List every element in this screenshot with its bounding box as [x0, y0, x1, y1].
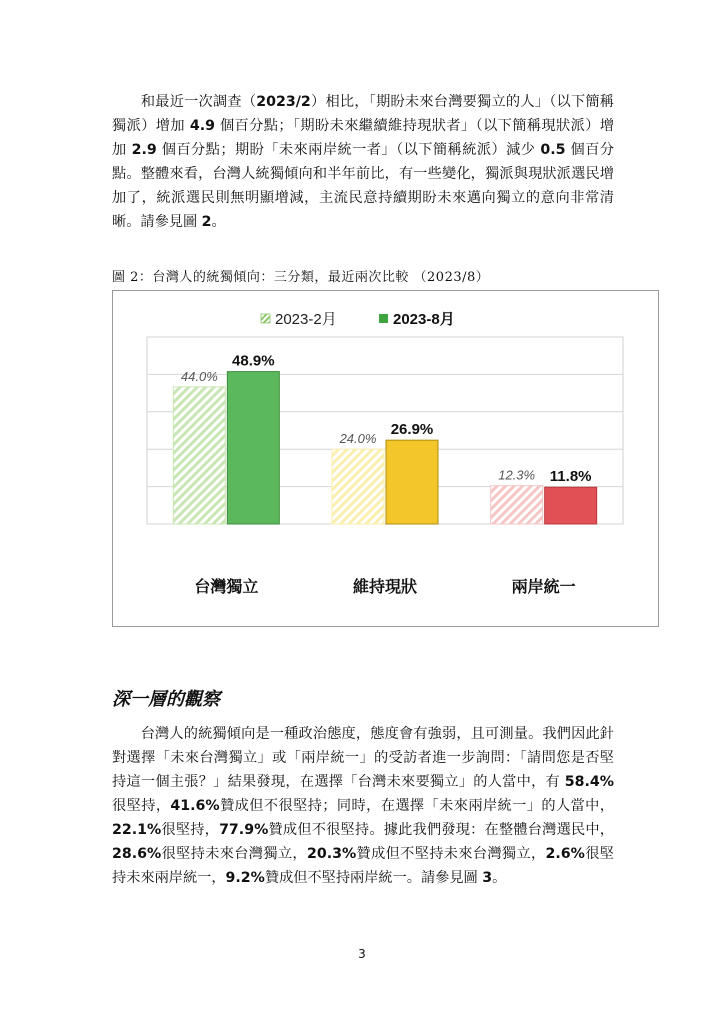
bar-feb-2 — [491, 486, 543, 524]
text-run: 贊成但不很堅持。據此我們發現：在整體台灣選民中， — [268, 822, 614, 838]
text-run: 贊成但不很堅持；同時，在選擇「未來兩岸統一」的人當中， — [219, 798, 614, 814]
legend-label-aug: 2023-8月 — [393, 311, 455, 328]
category-label: 台灣獨立 — [194, 577, 259, 596]
page-number: 3 — [358, 947, 366, 961]
bar-aug-1 — [386, 440, 438, 524]
figure-caption: 圖 2：台灣人的統獨傾向：三分類，最近兩次比較 （2023/8） — [112, 270, 490, 285]
text-run: 個百分點；「期盼未來繼續維持現狀者」（以下簡稱現狀派）增加 — [112, 118, 615, 158]
text-run: 0.5 — [540, 142, 566, 158]
text-run: 個百分點；期盼「未來兩岸統一者」（以下簡稱統派）減少 — [156, 142, 541, 158]
legend-swatch-aug — [379, 314, 388, 323]
text-run: 2023/2 — [256, 94, 311, 110]
text-run: ）相比，「期盼未來台灣要獨立的人」（以下簡稱獨派）增加 — [112, 94, 614, 134]
text-run: 2 — [201, 214, 212, 230]
text-run: 77.9% — [219, 822, 269, 838]
category-label: 兩岸統一 — [511, 577, 576, 596]
text-run: 。 — [492, 870, 507, 886]
text-run: 22.1% — [112, 822, 162, 838]
bar-chart — [113, 291, 658, 626]
text-run: 2.9 — [131, 142, 157, 158]
text-run: 贊成但不堅持未來台灣獨立， — [356, 846, 546, 862]
text-run: 很堅持， — [161, 822, 220, 838]
data-label: 11.8% — [549, 468, 592, 486]
text-run: 很堅持未來兩岸統一， — [112, 846, 614, 886]
bar-feb-1 — [332, 449, 384, 524]
text-run: 58.4% — [564, 774, 614, 790]
text-run: 4.9 — [189, 118, 216, 134]
paragraph-survey-comparison — [112, 90, 614, 234]
data-label: 48.9% — [232, 352, 275, 370]
category-label: 維持現狀 — [352, 577, 418, 596]
bar-aug-2 — [545, 487, 597, 524]
text-run: 個百分點。整體來看，台灣人統獨傾向和半年前比，有一些變化，獨派與現狀派選民增加了，統派選民則無明顯增減，主流民意持續期盼未來邁向獨立的意向非常清晰。請參見圖 — [112, 142, 615, 230]
text-run: 贊成但不堅持兩岸統一。請參見圖 — [264, 870, 483, 886]
paragraph-deeper-observation — [112, 722, 614, 890]
legend-swatch-feb — [261, 314, 270, 323]
text-run: 和最近一次調查（ — [112, 94, 257, 110]
data-label: 26.9% — [390, 421, 434, 439]
text-run: 。 — [211, 214, 226, 230]
text-run: 9.2% — [225, 870, 265, 886]
section-heading: 深一層的觀察 — [112, 689, 220, 710]
text-run: 很堅持， — [112, 798, 171, 814]
text-run: 很堅持未來台灣獨立， — [161, 846, 307, 862]
text-run: 台灣人的統獨傾向是一種政治態度，態度會有強弱，且可測量。我們因此針對選擇「未來台灣獨立」或「兩岸統一」的受訪者進一步詢問：「請問您是否堅持這一個主張？」結果發現，在選擇「台灣未來要獨立」的人當中，有 — [112, 726, 614, 790]
legend-label-feb: 2023-2月 — [275, 311, 337, 328]
text-run: 28.6% — [112, 846, 162, 862]
data-label: 24.0% — [339, 431, 377, 447]
data-label: 12.3% — [498, 467, 536, 483]
text-run: 41.6% — [170, 798, 220, 814]
data-label: 44.0% — [180, 368, 218, 384]
text-run: 2.6% — [545, 846, 585, 862]
chart-frame — [112, 290, 659, 627]
bar-feb-0 — [173, 387, 225, 524]
text-run: 3 — [482, 870, 493, 886]
text-run: 20.3% — [306, 846, 357, 862]
bar-aug-0 — [227, 372, 279, 524]
